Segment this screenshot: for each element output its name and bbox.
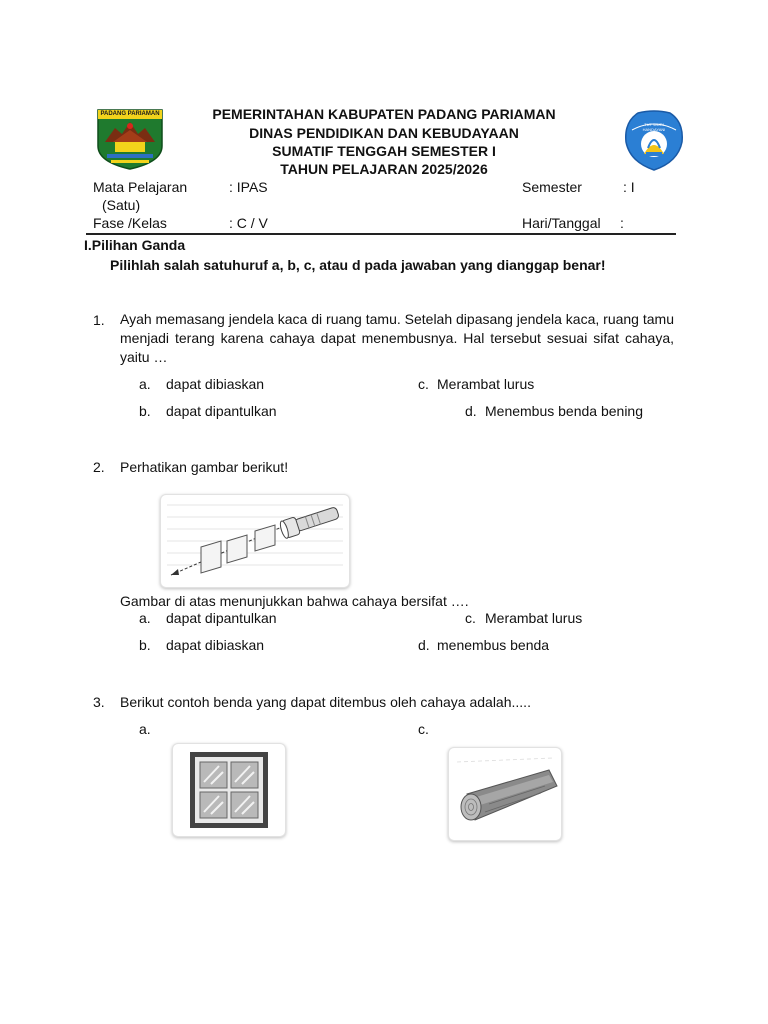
- class-value: : C / V: [229, 215, 268, 231]
- q3-option-a-letter: a.: [139, 721, 151, 737]
- date-label: Hari/Tanggal: [522, 215, 601, 231]
- header-line-2: DINAS PENDIDIKAN DAN KEBUDAYAAN: [249, 125, 519, 141]
- q2-option-b-letter: b.: [139, 637, 151, 653]
- date-value: :: [620, 215, 624, 231]
- q2-option-b-text: dapat dibiaskan: [166, 637, 265, 653]
- q1-option-a-text: dapat dibiaskan: [166, 376, 265, 392]
- question-3-text: Berikut contoh benda yang dapat ditembus oleh cahaya adalah.....: [120, 694, 531, 710]
- question-2-caption: Gambar di atas menunjukkan bahwa cahaya bersifat ….: [120, 593, 469, 609]
- semester-value: : I: [623, 179, 635, 195]
- question-1-text: Ayah memasang jendela kaca di ruang tamu. Setelah dipasang jendela kaca, ruang tamu menjadi terang karena cahaya dapat menembusnya. Hal tersebut sesuai sifat cahaya, yaitu …: [120, 311, 674, 365]
- q1-option-b-letter: b.: [139, 403, 151, 419]
- glass-window-image: [172, 743, 286, 837]
- q1-option-d-text: Menembus benda bening: [485, 403, 644, 419]
- q2-option-a-text: dapat dipantulkan: [166, 610, 277, 626]
- question-2-number: 2.: [93, 459, 105, 475]
- semester-label: Semester: [522, 179, 582, 195]
- header-divider: [86, 233, 676, 235]
- instruction: Pilihlah salah satuhuruf a, b, c, atau d pada jawaban yang dianggap benar!: [110, 257, 606, 273]
- regency-logo-text: PADANG PARIAMAN: [100, 111, 160, 117]
- q2-option-a-letter: a.: [139, 610, 151, 626]
- ministry-logo: [622, 110, 686, 172]
- q1-option-b-text: dapat dipantulkan: [166, 403, 277, 419]
- wooden-log-image: [448, 747, 562, 841]
- q1-option-c-letter: c.: [418, 376, 429, 392]
- q2-option-d-letter: d.: [418, 637, 430, 653]
- header-line-3: SUMATIF TENGGAH SEMESTER I: [272, 143, 496, 159]
- subject-label: Mata Pelajaran: [93, 179, 188, 195]
- regency-logo: [95, 106, 165, 170]
- q2-option-d-text: menembus benda: [437, 637, 550, 653]
- q2-option-c-text: Merambat lurus: [485, 610, 583, 626]
- q2-option-c-letter: c.: [465, 610, 476, 626]
- q3-option-c-letter: c.: [418, 721, 429, 737]
- flashlight-light-image: [160, 494, 350, 588]
- class-label: Fase /Kelas: [93, 215, 167, 231]
- header-line-1: PEMERINTAHAN KABUPATEN PADANG PARIAMAN: [212, 106, 556, 122]
- section-title: I.Pilihan Ganda: [84, 237, 186, 253]
- question-3-number: 3.: [93, 694, 105, 710]
- semester-note: (Satu): [102, 197, 141, 213]
- subject-value: : IPAS: [229, 179, 268, 195]
- question-2-text: Perhatikan gambar berikut!: [120, 459, 289, 475]
- question-1-number: 1.: [93, 312, 105, 328]
- ministry-logo-text: TUT WURI HANDAYANI: [642, 122, 666, 132]
- q1-option-d-letter: d.: [465, 403, 477, 419]
- header-line-4: TAHUN PELAJARAN 2025/2026: [280, 161, 488, 177]
- q1-option-a-letter: a.: [139, 376, 151, 392]
- q1-option-c-text: Merambat lurus: [437, 376, 535, 392]
